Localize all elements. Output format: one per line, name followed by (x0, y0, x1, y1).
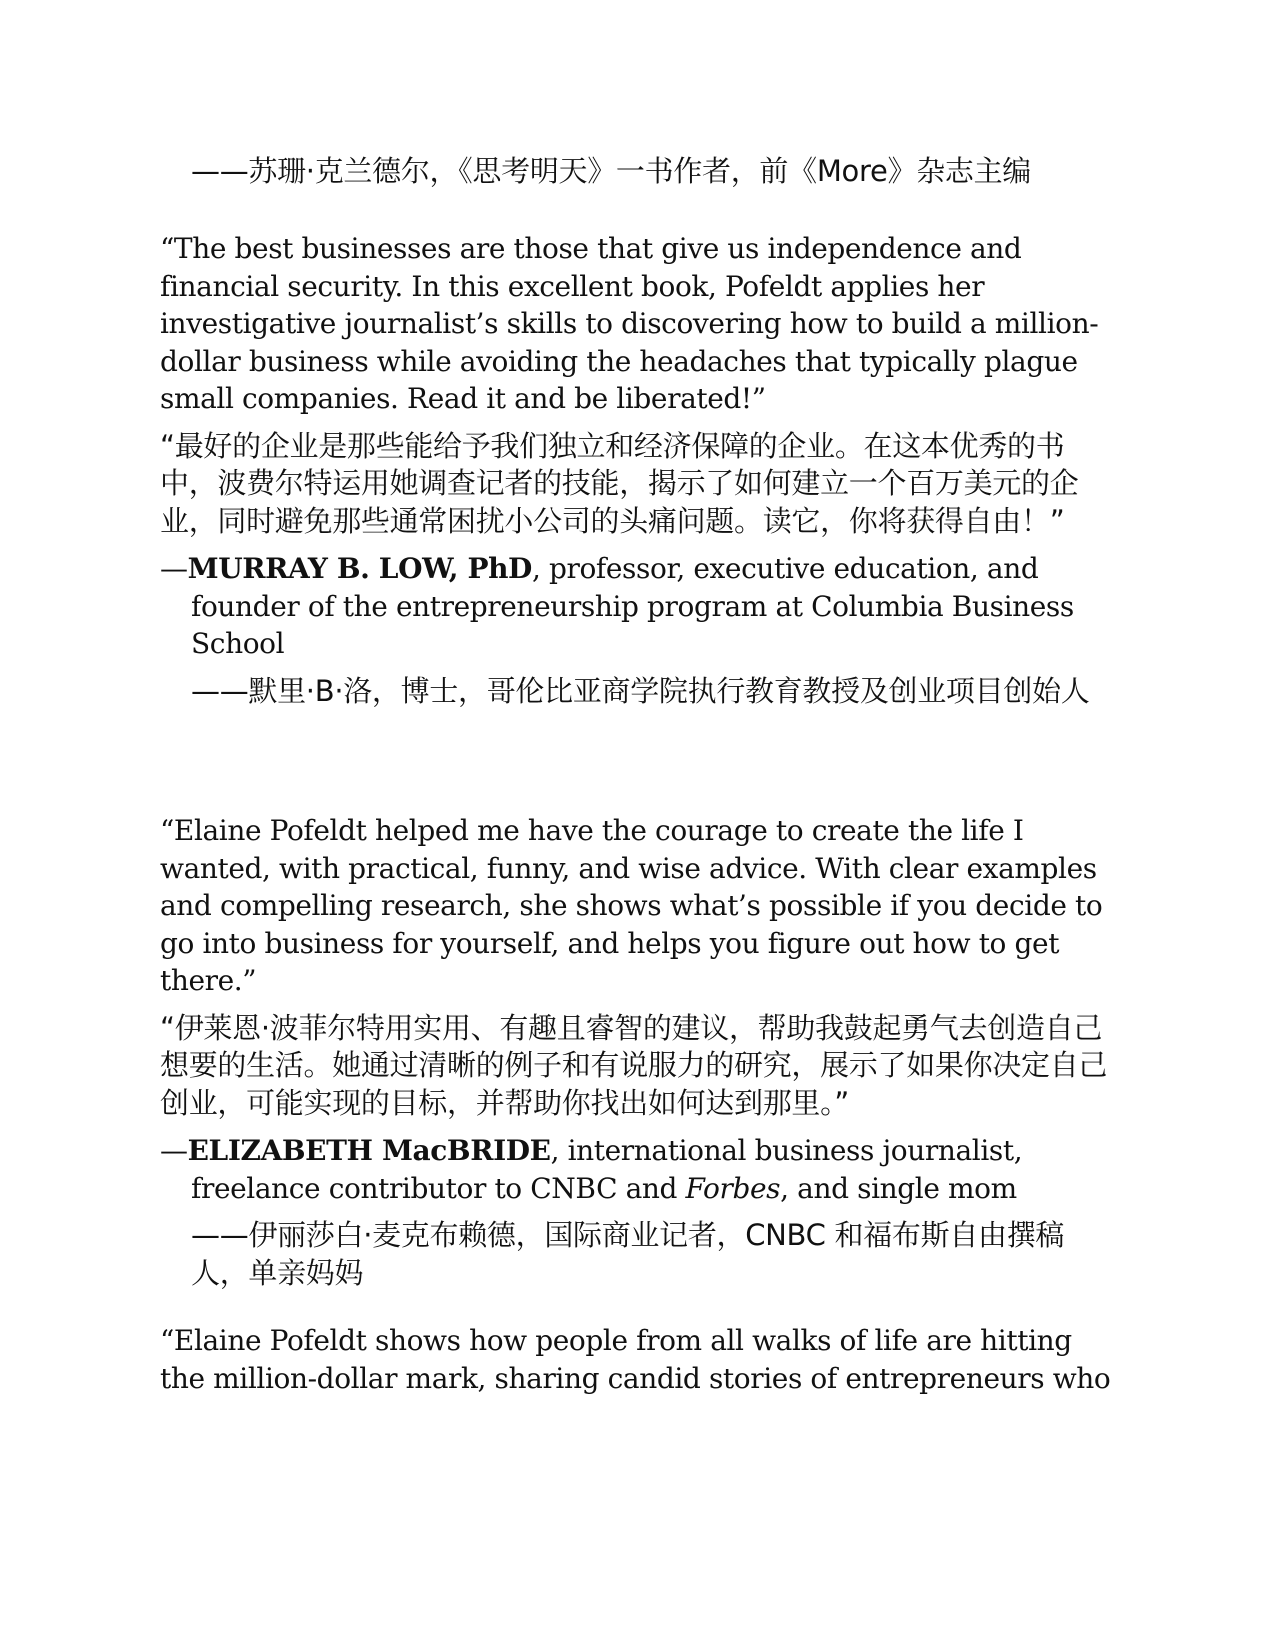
endorsement-3 (160, 1322, 1120, 1397)
endorser-name-2: ELIZABETH MacBRIDE (187, 1134, 551, 1167)
attribution-zh-1: ——默里·B·洛，博士，哥伦比亚商学院执行教育教授及创业项目创始人 (191, 673, 1090, 708)
quote-en-1: “The best businesses are those that give us independence and financial security. In this excellent book, Pofeldt applies her investigative journalist’s skills to discovering how to build a million-dollar business while avoiding the headaches that typically plague small companies. Read it and be liberated!” (160, 232, 1099, 415)
publication-forbes: Forbes (685, 1171, 781, 1205)
endorser-title-1: , professor, executive education, and founder of the entrepreneurship program at Columbia Business School (191, 552, 1074, 660)
attribution-dash: — (160, 552, 188, 585)
attribution-en-1 (160, 550, 1120, 663)
quote-en-2: “Elaine Pofeldt helped me have the courage to create the life I wanted, with practical, funny, and wise advice. With clear examples and compelling research, she shows what’s possible if you decide to go into business for yourself, and helps you figure out how to get there.” (160, 814, 1103, 997)
attribution-dash: — (160, 1134, 188, 1167)
quote-en-3: “Elaine Pofeldt shows how people from all walks of life are hitting the million-dollar mark, sharing candid stories of entrepreneurs who (160, 1324, 1111, 1395)
quote-zh-2: “伊莱恩·波菲尔特用实用、有趣且睿智的建议，帮助我鼓起勇气去创造自己想要的生活。她通过清晰的例子和有说服力的研究，展示了如果你决定自己创业，可能实现的目标，并帮助你找出如何达到那里。” (160, 1010, 1108, 1120)
attribution-zh-2: ——伊丽莎白·麦克布赖德，国际商业记者，CNBC 和福布斯自由撰稿人，单亲妈妈 (191, 1218, 1065, 1290)
endorser-name-1: MURRAY B. LOW, PhD (187, 552, 532, 585)
top-attribution-zh: ——苏珊·克兰德尔，《思考明天》一书作者，前《More》杂志主编 (191, 154, 1032, 188)
quote-zh-1: “最好的企业是那些能给予我们独立和经济保障的企业。在这本优秀的书中，波费尔特运用她调查记者的技能，揭示了如何建立一个百万美元的企业，同时避免那些通常困扰小公司的头痛问题。读它，你将获得自由！” (160, 428, 1079, 538)
attribution-en-2 (160, 1132, 1120, 1207)
endorser-title-2a: , international business journalist, freelance contributor to CNBC and (191, 1134, 1023, 1205)
endorsement-2 (160, 812, 1120, 1292)
endorser-title-2b: , and single mom (780, 1171, 1017, 1205)
endorsement-1 (160, 230, 1120, 710)
